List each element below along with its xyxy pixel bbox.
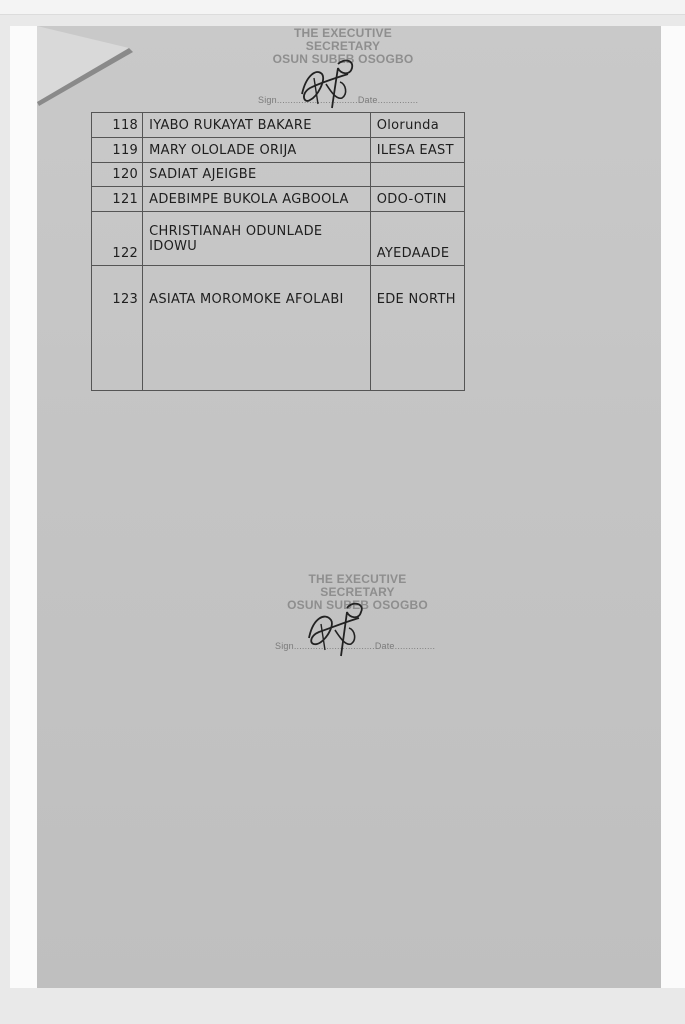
- staff-name: SADIAT AJEIGBE: [143, 163, 371, 187]
- row-number: 123: [92, 266, 143, 391]
- stamp-subtitle: OSUN SUBEB OSOGBO: [272, 52, 414, 66]
- table-row: [92, 212, 465, 266]
- local-government: Olorunda: [370, 113, 464, 138]
- stamp-title: THE EXECUTIVE SECRETARY: [308, 572, 407, 599]
- sign-date-line: Sign..............................Date...............: [275, 641, 436, 651]
- row-number: 118: [92, 113, 143, 138]
- staff-name: MARY OLOLADE ORIJA: [143, 138, 371, 163]
- staff-roster-table: [91, 112, 465, 391]
- sign-date-line: Sign..............................Date...............: [258, 95, 419, 105]
- local-government: EDE NORTH: [370, 266, 464, 391]
- row-number: 122: [92, 212, 143, 266]
- table-row: [92, 266, 465, 391]
- stamp-subtitle: OSUN SUBEB OSOGBO: [287, 598, 428, 612]
- stamp-title: THE EXECUTIVE SECRETARY: [294, 26, 392, 53]
- local-government: ILESA EAST: [370, 138, 464, 163]
- handwritten-signature: [303, 598, 375, 658]
- table-row: [92, 113, 465, 138]
- table-row: [92, 138, 465, 163]
- table-row: [92, 187, 465, 212]
- folded-corner: [37, 26, 137, 106]
- local-government: [370, 163, 464, 187]
- table-row: [92, 163, 465, 187]
- staff-name: ASIATA MOROMOKE AFOLABI: [143, 266, 371, 391]
- row-number: 119: [92, 138, 143, 163]
- local-government: ODO-OTIN: [370, 187, 464, 212]
- staff-name: ADEBIMPE BUKOLA AGBOOLA: [143, 187, 371, 212]
- staff-name: IYABO RUKAYAT BAKARE: [143, 113, 371, 138]
- row-number: 120: [92, 163, 143, 187]
- viewer-top-bar: [0, 0, 685, 15]
- staff-name: CHRISTIANAH ODUNLADE IDOWU: [143, 212, 371, 266]
- handwritten-signature: [296, 54, 364, 112]
- local-government: AYEDAADE: [370, 212, 464, 266]
- row-number: 121: [92, 187, 143, 212]
